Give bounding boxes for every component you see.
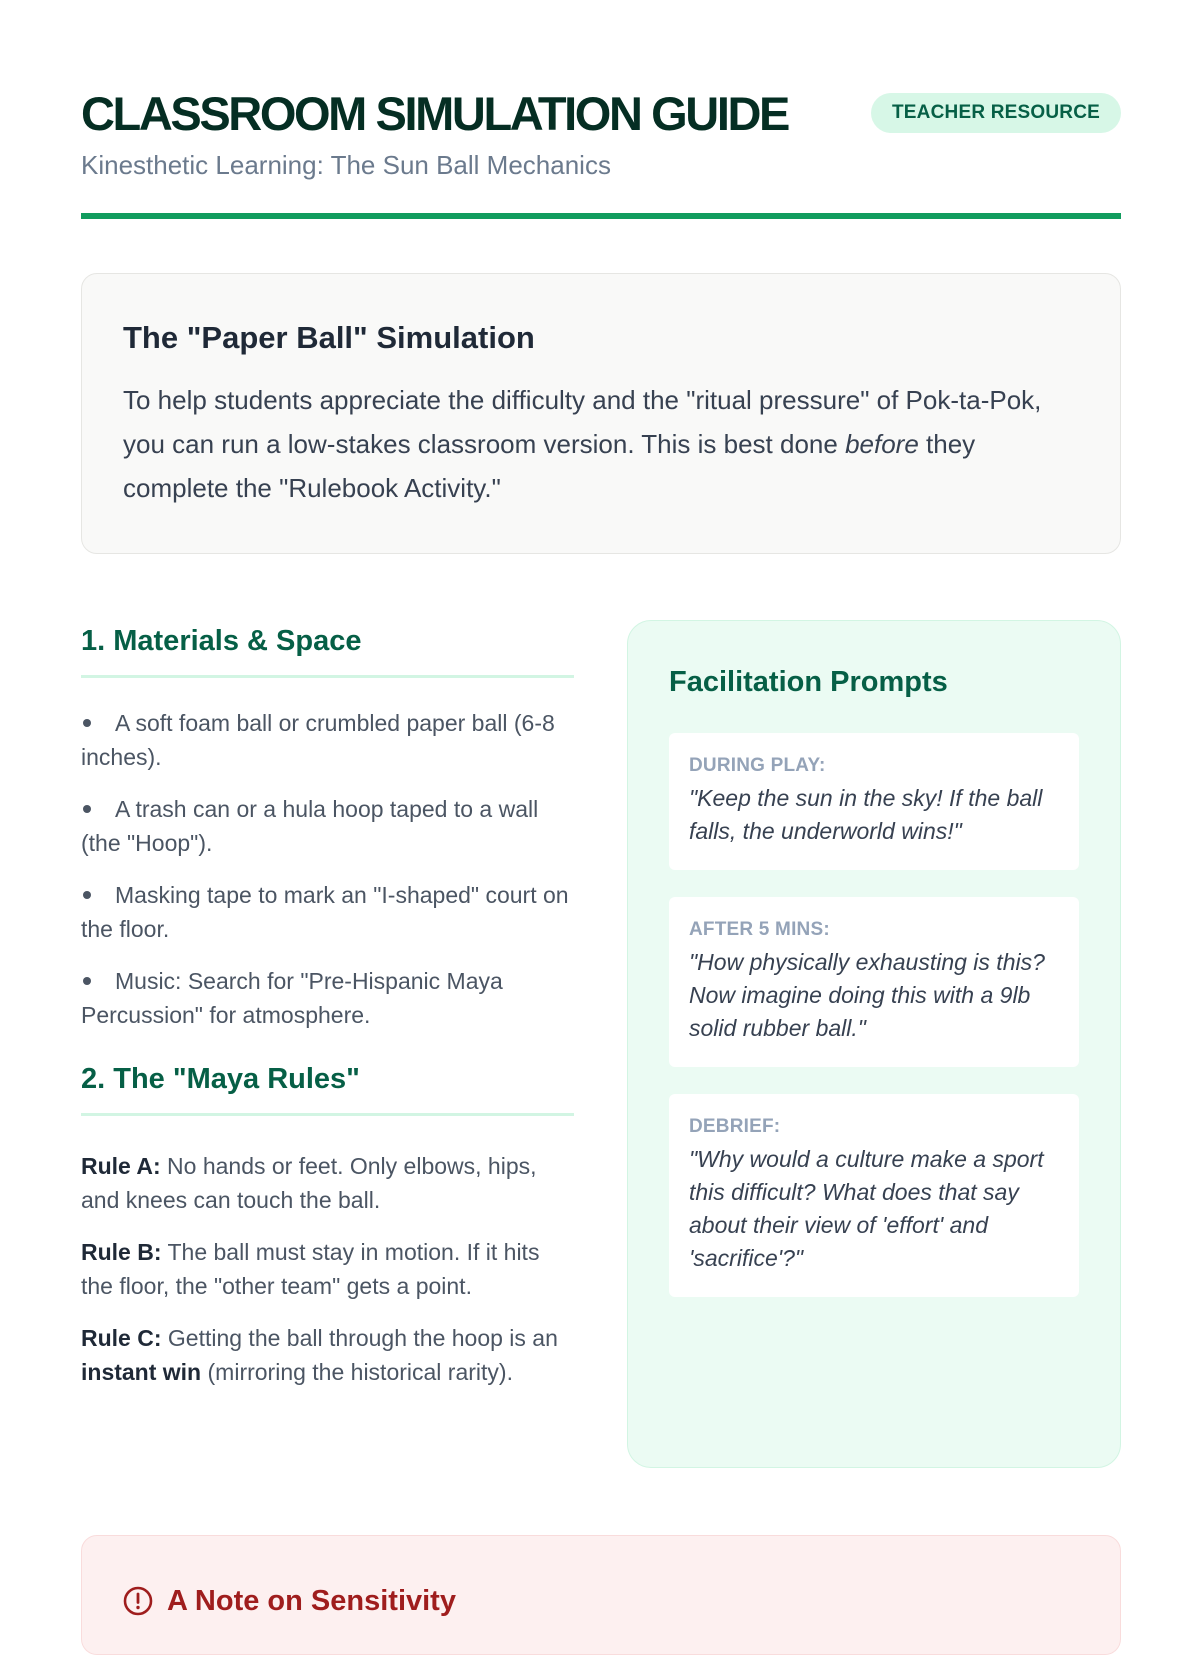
bullet-icon	[83, 891, 91, 899]
materials-item-text: A soft foam ball or crumbled paper ball (6-8 inches).	[81, 709, 555, 770]
materials-list	[81, 706, 574, 1032]
sensitivity-title	[123, 1584, 1079, 1619]
rule-text: The ball must stay in motion. If it hits the floor, the "other team" gets a point.	[81, 1238, 540, 1299]
prompt-quote: "How physically exhausting is this? Now imagine doing this with a 9lb solid rubber ball."	[689, 948, 1045, 1041]
rule-item	[81, 1149, 574, 1217]
page-title: CLASSROOM SIMULATION GUIDE	[81, 86, 788, 140]
page-subtitle: Kinesthetic Learning: The Sun Ball Mechanics	[81, 150, 611, 180]
materials-item-text: Masking tape to mark an "I-shaped" court on the floor.	[81, 881, 569, 942]
intro-text-after: they complete the "Rulebook Activity."	[123, 429, 976, 504]
prompt-quote: "Why would a culture make a sport this difficult? What does that say about their view of 'effort' and 'sacrifice'?"	[689, 1145, 1044, 1271]
prompt-label: DEBRIEF:	[689, 1115, 781, 1137]
intro-card	[81, 273, 1121, 554]
rule-text-strong: instant win	[81, 1358, 202, 1385]
prompt-label: DURING PLAY:	[689, 754, 826, 776]
list-item	[81, 706, 574, 774]
header-divider	[81, 213, 1121, 219]
materials-item-text: Music: Search for "Pre-Hispanic Maya Percussion" for atmosphere.	[81, 967, 503, 1028]
facilitation-prompts-panel	[627, 620, 1121, 1468]
intro-text-emphasis: before	[845, 429, 919, 460]
sensitivity-title-text: A Note on Sensitivity	[167, 1585, 456, 1617]
title-row	[81, 84, 1121, 142]
rule-item	[81, 1321, 574, 1389]
rule-text-before: Getting the ball through the hoop is an	[161, 1324, 558, 1351]
intro-text-before: To help students appreciate the difficulty and the "ritual pressure" of Pok-ta-Pok, you can run a low-stakes classroom version. This is best done	[123, 385, 1042, 460]
bullet-icon	[83, 805, 91, 813]
rule-label: Rule A:	[81, 1152, 161, 1179]
sensitivity-note	[81, 1535, 1121, 1655]
left-column	[81, 624, 574, 1407]
rule-label: Rule C:	[81, 1324, 162, 1351]
rule-label: Rule B:	[81, 1238, 162, 1265]
prompts-title: Facilitation Prompts	[669, 666, 948, 698]
prompt-card	[669, 733, 1079, 870]
rule-text: No hands or feet. Only elbows, hips, and knees can touch the ball.	[81, 1152, 537, 1213]
prompt-card	[669, 1094, 1079, 1297]
prompts-list	[669, 733, 1079, 1297]
list-item	[81, 792, 574, 860]
teacher-resource-badge: TEACHER RESOURCE	[871, 93, 1121, 133]
rule-text-after: (mirroring the historical rarity).	[201, 1358, 513, 1385]
bullet-icon	[83, 719, 91, 727]
rules-list	[81, 1149, 574, 1389]
page-header	[81, 84, 1121, 181]
prompt-quote: "Keep the sun in the sky! If the ball falls, the underworld wins!"	[689, 784, 1043, 844]
rule-item	[81, 1235, 574, 1303]
rules-title: 2. The "Maya Rules"	[81, 1062, 574, 1116]
intro-text	[123, 378, 1079, 510]
bullet-icon	[83, 977, 91, 985]
materials-title: 1. Materials & Space	[81, 624, 574, 678]
alert-circle-icon	[123, 1586, 153, 1616]
prompt-label: AFTER 5 MINS:	[689, 918, 830, 940]
list-item	[81, 878, 574, 946]
prompt-card	[669, 897, 1079, 1067]
intro-title: The "Paper Ball" Simulation	[123, 320, 535, 355]
materials-item-text: A trash can or a hula hoop taped to a wall (the "Hoop").	[81, 795, 539, 856]
list-item	[81, 964, 574, 1032]
